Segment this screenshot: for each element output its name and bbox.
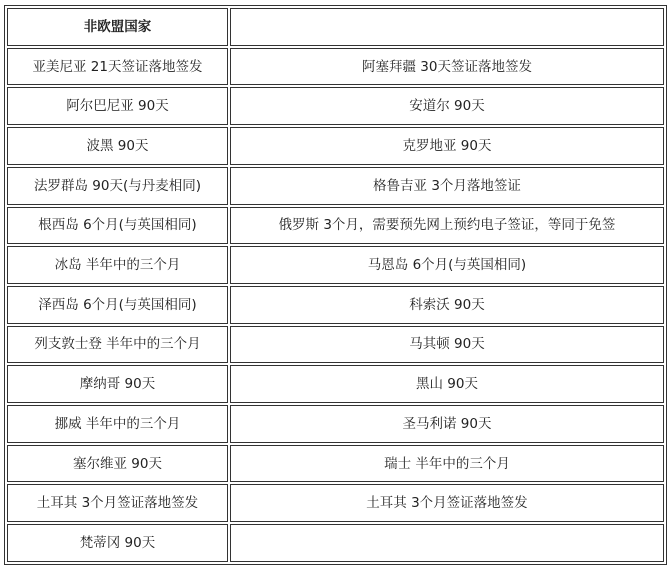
country-cell-left: 阿尔巴尼亚 90天 bbox=[7, 87, 228, 125]
table-row bbox=[7, 286, 664, 324]
country-cell-right: 土耳其 3个月签证落地签发 bbox=[230, 484, 664, 522]
country-cell-left: 塞尔维亚 90天 bbox=[7, 445, 228, 483]
table-row bbox=[7, 524, 664, 562]
header-cell-non-eu: 非欧盟国家 bbox=[7, 8, 228, 46]
country-cell-right: 克罗地亚 90天 bbox=[230, 127, 664, 165]
country-cell-left: 摩纳哥 90天 bbox=[7, 365, 228, 403]
table-row bbox=[7, 127, 664, 165]
table-row bbox=[7, 484, 664, 522]
country-cell-right: 黑山 90天 bbox=[230, 365, 664, 403]
country-cell-right: 阿塞拜疆 30天签证落地签发 bbox=[230, 48, 664, 86]
table-header-row bbox=[7, 8, 664, 46]
table-row bbox=[7, 365, 664, 403]
country-cell-left: 泽西岛 6个月(与英国相同) bbox=[7, 286, 228, 324]
country-cell-left: 挪威 半年中的三个月 bbox=[7, 405, 228, 443]
header-cell-empty bbox=[230, 8, 664, 46]
visa-policy-table bbox=[4, 5, 667, 565]
country-cell-right: 科索沃 90天 bbox=[230, 286, 664, 324]
country-cell-left: 法罗群岛 90天(与丹麦相同) bbox=[7, 167, 228, 205]
table-row bbox=[7, 246, 664, 284]
country-cell-right bbox=[230, 524, 664, 562]
table-row bbox=[7, 48, 664, 86]
country-cell-right: 俄罗斯 3个月，需要预先网上预约电子签证，等同于免签 bbox=[230, 207, 664, 245]
table-row bbox=[7, 326, 664, 364]
country-cell-right: 瑞士 半年中的三个月 bbox=[230, 445, 664, 483]
country-cell-left: 土耳其 3个月签证落地签发 bbox=[7, 484, 228, 522]
country-cell-right: 格鲁吉亚 3个月落地签证 bbox=[230, 167, 664, 205]
country-cell-left: 列支敦士登 半年中的三个月 bbox=[7, 326, 228, 364]
country-cell-right: 圣马利诺 90天 bbox=[230, 405, 664, 443]
country-cell-left: 冰岛 半年中的三个月 bbox=[7, 246, 228, 284]
country-cell-left: 波黑 90天 bbox=[7, 127, 228, 165]
country-cell-left: 根西岛 6个月(与英国相同) bbox=[7, 207, 228, 245]
table-row bbox=[7, 445, 664, 483]
table-row bbox=[7, 87, 664, 125]
country-cell-right: 马其顿 90天 bbox=[230, 326, 664, 364]
country-cell-left: 亚美尼亚 21天签证落地签发 bbox=[7, 48, 228, 86]
country-cell-right: 马恩岛 6个月(与英国相同) bbox=[230, 246, 664, 284]
table-row bbox=[7, 167, 664, 205]
country-cell-left: 梵蒂冈 90天 bbox=[7, 524, 228, 562]
table-row bbox=[7, 405, 664, 443]
table-row bbox=[7, 207, 664, 245]
country-cell-right: 安道尔 90天 bbox=[230, 87, 664, 125]
